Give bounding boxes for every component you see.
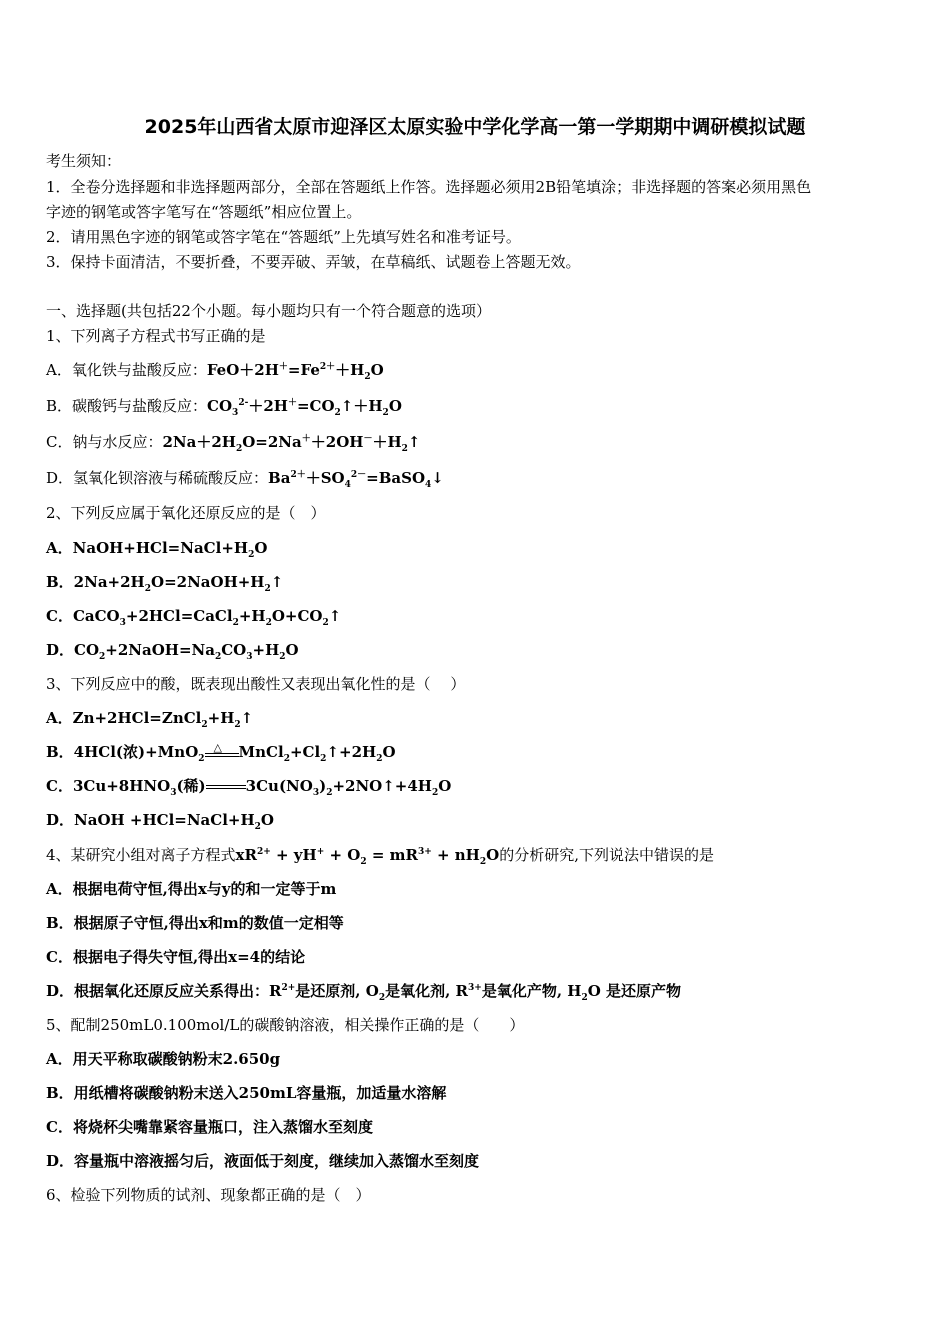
question-3-option-d: D．NaOH $+HCl=NaCl+H_2O$ [46,811,274,832]
notice-heading: 考生须知： [46,152,122,170]
option-label: C．钠与水反应： [46,433,163,451]
question-4-option-a: A．根据电荷守恒,得出x与y的和一定等于m [46,880,337,898]
question-4-option-c: C．根据电子得失守恒,得出x=4的结论 [46,948,306,966]
question-2-option-d: D．$CO_2+2NaOH=Na_2CO_3+H_2O$ [46,641,299,662]
question-1-stem: 1、下列离子方程式书写正确的是 [46,327,266,345]
question-1-option-a: A．氧化铁与盐酸反应：$FeO+2H^+=Fe^{2+}+H_2O$ [46,361,384,382]
question-3-option-a: A．$Zn+2HCl=ZnCl_2+H_2↑$ [46,709,254,730]
question-2-option-b: B．$2Na+2H_2O=2NaOH+H_2↑$ [46,573,284,594]
question-2-option-a: A．$NaOH+HCl=NaCl+H_2O$ [46,539,268,560]
stem-text: 的分析研究,下列说法中错误的是 [499,846,714,864]
question-2-stem: 2、下列反应属于氧化还原反应的是（ ） [46,504,326,522]
question-5-option-c: C．将烧杯尖嘴靠紧容量瓶口，注入蒸馏水至刻度 [46,1118,373,1136]
question-3-option-c: C．$3Cu+8HNO_3$(稀) $3Cu(NO_3)_2+2NO↑+4H_2O$ [46,777,452,798]
notice-line-2: 2．请用黑色字迹的钢笔或答字笔在“答题纸”上先填写姓名和准考证号。 [46,228,521,246]
question-1-option-b: B．碳酸钙与盐酸反应：$CO_3^{2-}+2H^+=CO_2↑+H_2O$ [46,397,402,418]
option-label: A．氧化铁与盐酸反应： [46,361,207,379]
option-label: B．碳酸钙与盐酸反应： [46,397,208,415]
question-5-option-b: B．用纸槽将碳酸钠粉末送入250mL容量瓶，加适量水溶解 [46,1084,447,1102]
document-title: 2025年山西省太原市迎泽区太原实验中学化学高一第一学期期中调研模拟试题 [144,116,806,138]
question-1-option-d: D．氢氧化钡溶液与稀硫酸反应：$Ba^{2+}+SO_4^{2-}=BaSO_4↓$ [46,469,444,490]
section-heading: 一、选择题(共包括22个小题。每小题均只有一个符合题意的选项） [46,302,491,320]
heat-equals-sign: △ [205,747,239,759]
question-3-option-b: B．4HCl(浓)+MnO$_2$ △ $MnCl_2+Cl_2↑+2H_2O$ [46,741,396,764]
question-3-stem: 3、下列反应中的酸，既表现出酸性又表现出氧化性的是（ ） [46,675,466,693]
question-4-option-b: B．根据原子守恒,得出x和m的数值一定相等 [46,914,344,932]
notice-line-3: 3．保持卡面清洁，不要折叠，不要弄破、弄皱，在草稿纸、试题卷上答题无效。 [46,253,581,271]
question-2-option-c: C．$CaCO_3+2HCl=CaCl_2+H_2O+CO_2↑$ [46,607,342,628]
notice-line-1b: 字迹的钢笔或答字笔写在“答题纸”相应位置上。 [46,203,362,221]
question-5-option-d: D．容量瓶中溶液摇匀后，液面低于刻度，继续加入蒸馏水至刻度 [46,1152,480,1170]
equals-sign [206,782,246,792]
question-5-option-a: A．用天平称取碳酸钠粉末2.650g [46,1050,281,1068]
question-5-stem: 5、配制250mL0.100mol/L的碳酸钠溶液，相关操作正确的是（ ） [46,1016,525,1034]
option-label: D．氢氧化钡溶液与稀硫酸反应： [46,469,269,487]
question-6-stem: 6、检验下列物质的试剂、现象都正确的是（ ） [46,1186,371,1204]
notice-line-1a: 1．全卷分选择题和非选择题两部分，全部在答题纸上作答。选择题必须用2B铅笔填涂；非选择题的答案必须用黑色 [46,178,812,196]
question-1-option-c: C．钠与水反应：$2Na+2H_2O=2Na^++2OH^-+H_2↑$ [46,433,421,454]
stem-text: 4、某研究小组对离子方程式 [46,846,236,864]
question-4-option-d: D．根据氧化还原反应关系得出：$R^{2+}$是还原剂, $O_2$是氧化剂, $R^{3+}$是氧化产物, $H_2O$ 是还原产物 [46,982,681,1003]
question-4-stem: 4、某研究小组对离子方程式$xR^{2+} + yH^+ + O_2 = mR^{3+} + nH_2O$的分析研究,下列说法中错误的是 [46,846,714,867]
option-label: D．根据氧化还原反应关系得出： [46,982,270,1000]
